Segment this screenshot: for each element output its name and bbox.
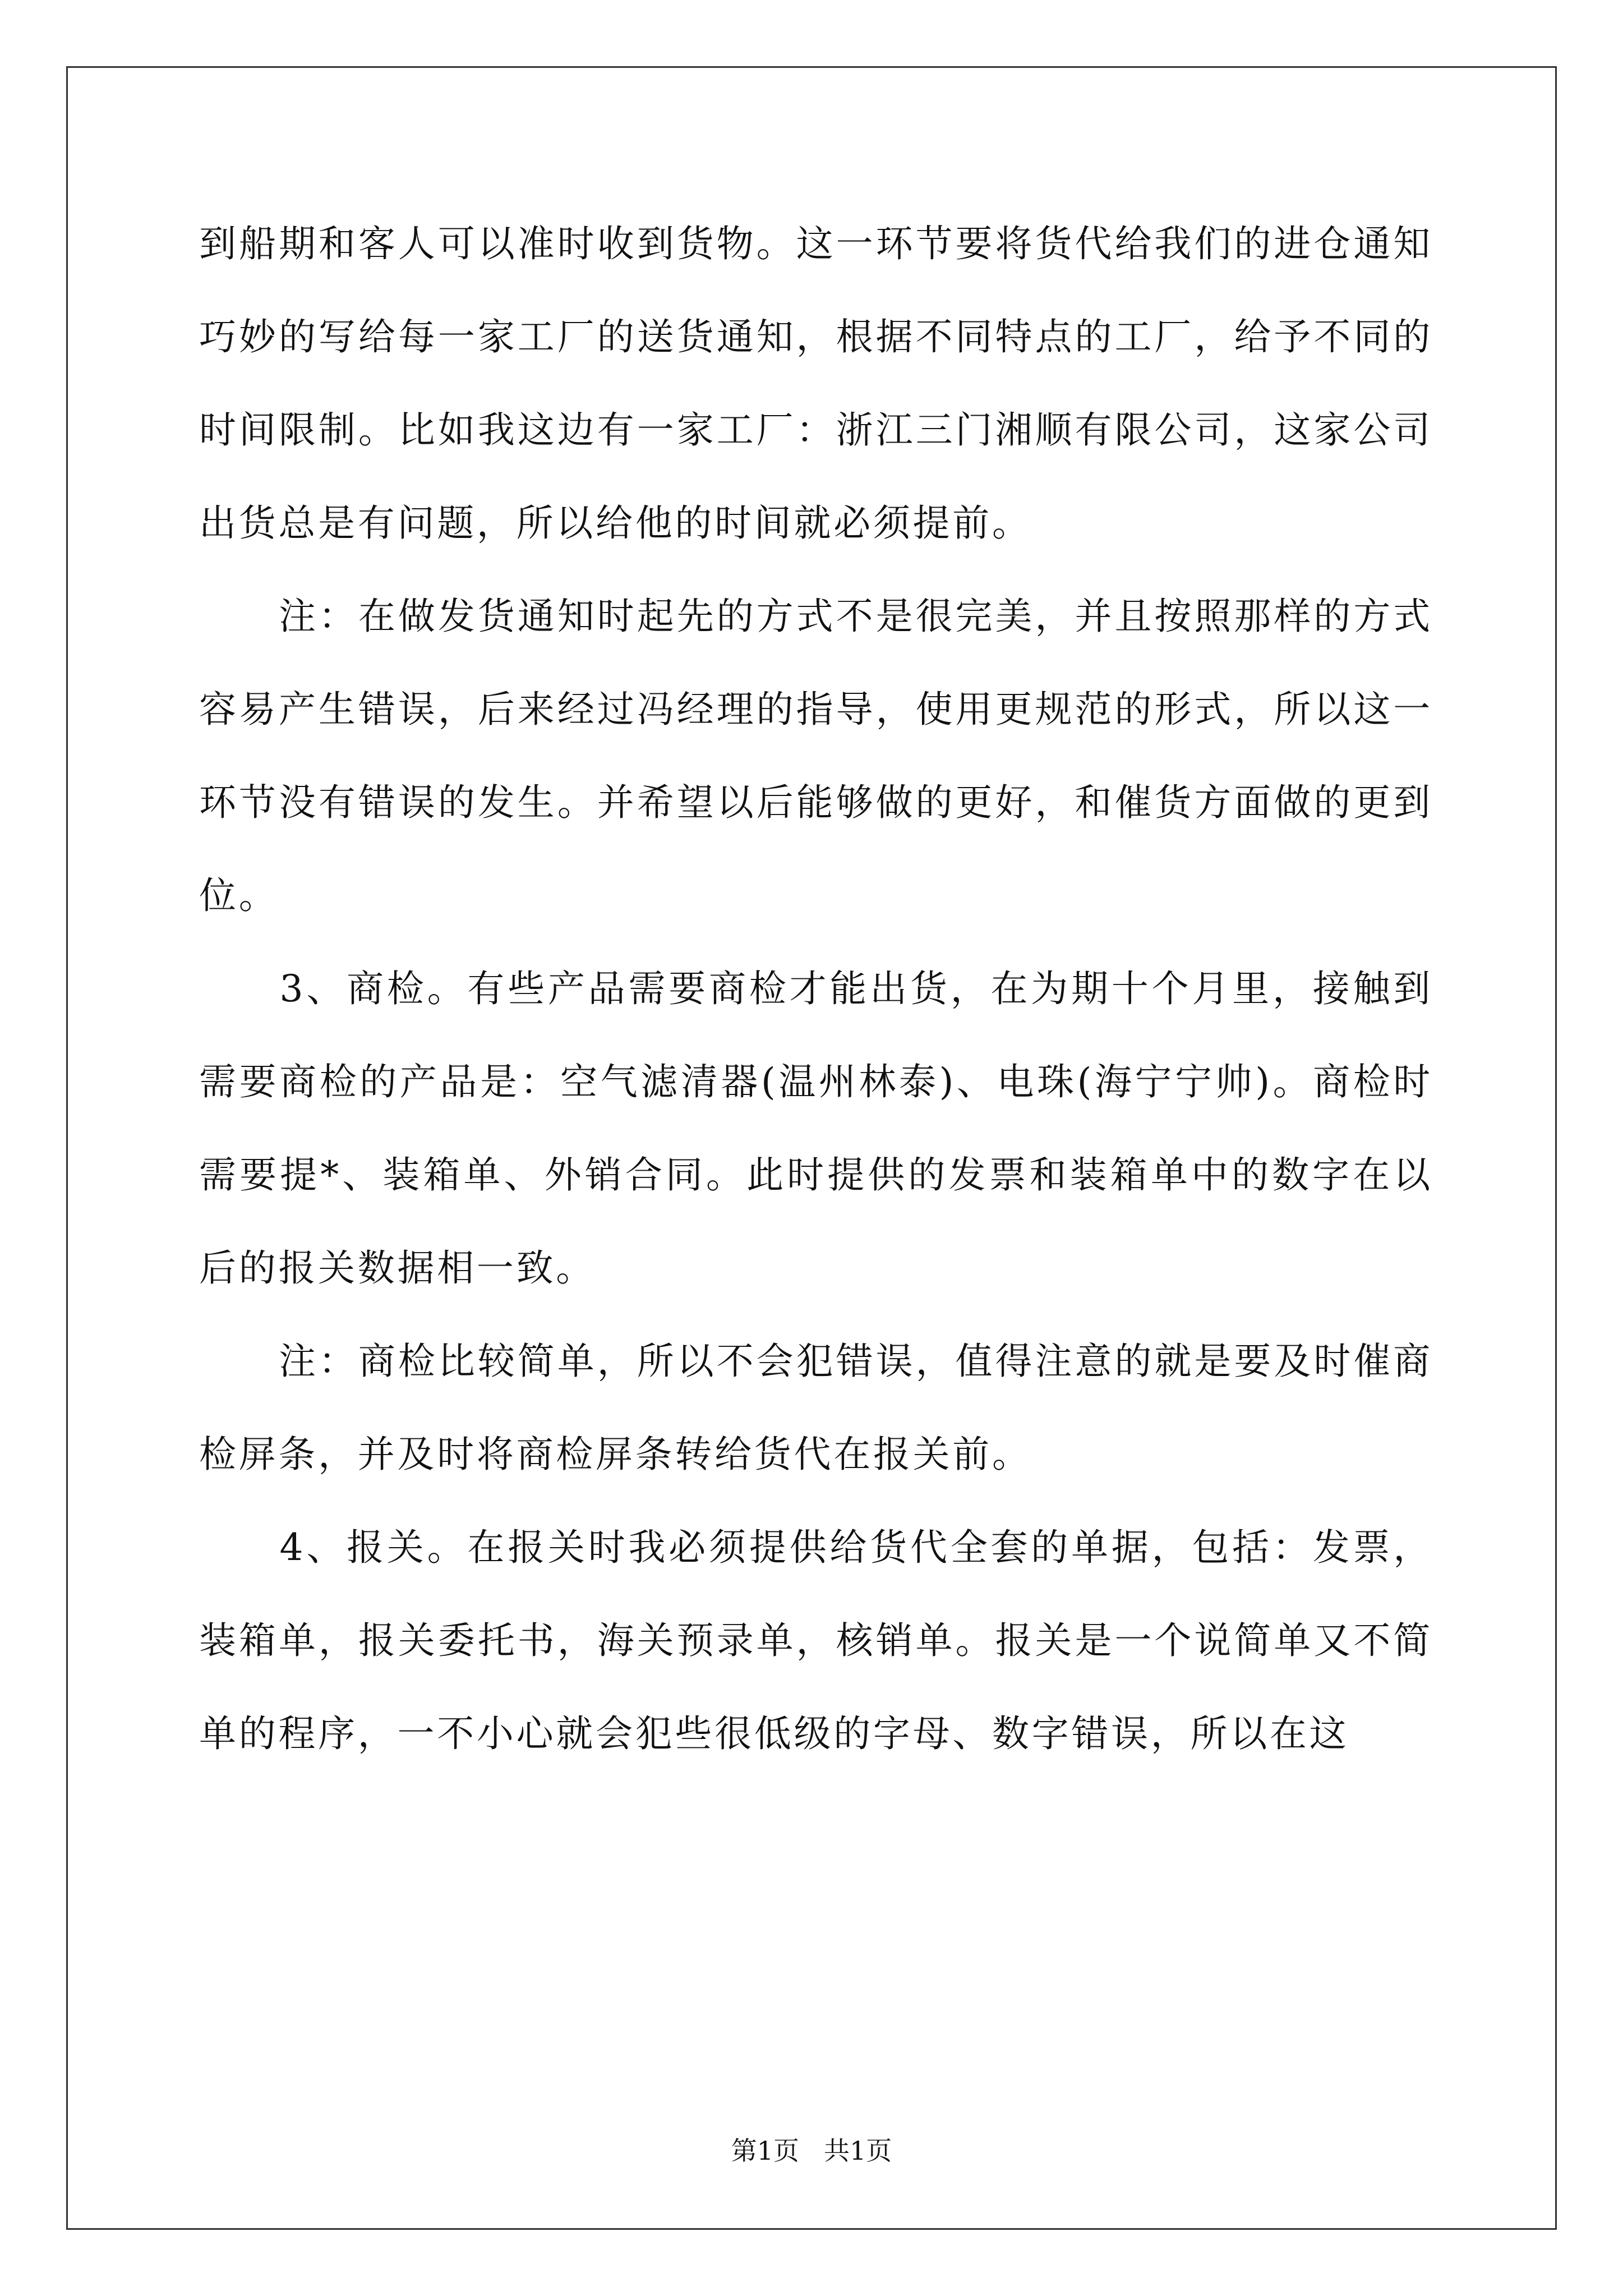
paragraph: 到船期和客人可以准时收到货物。这一环节要将货代给我们的进仓通知巧妙的写给每一家工厂的送货通知，根据不同特点的工厂，给予不同的时间限制。比如我这边有一家工厂：浙江三门湘顺有限公司，这家公司出货总是有问题，所以给他的时间就必须提前。 [199,222,1433,545]
document-body [199,197,1433,1780]
paragraph: 3、商检。有些产品需要商检才能出货，在为期十个月里，接触到需要商检的产品是：空气滤清器(温州林泰)、电珠(海宁宁帅)。商检时需要提*、装箱单、外销合同。此时提供的发票和装箱单中的数字在以后的报关数据相一致。 [199,967,1433,1290]
paragraph: 注：在做发货通知时起先的方式不是很完美，并且按照那样的方式容易产生错误，后来经过冯经理的指导，使用更规范的形式，所以这一环节没有错误的发生。并希望以后能够做的更好，和催货方面做的更到位。 [199,595,1433,917]
page-total: 共1页 [824,2136,892,2166]
paragraph: 注：商检比较简单，所以不会犯错误，值得注意的就是要及时催商检屏条，并及时将商检屏条转给货代在报关前。 [199,1340,1433,1476]
page-number: 第1页 [731,2136,799,2166]
paragraph: 4、报关。在报关时我必须提供给货代全套的单据，包括：发票，装箱单，报关委托书，海关预录单，核销单。报关是一个说简单又不简单的程序，一不小心就会犯些很低级的字母、数字错误，所以在这 [199,1526,1433,1755]
page-footer [0,2131,1623,2168]
